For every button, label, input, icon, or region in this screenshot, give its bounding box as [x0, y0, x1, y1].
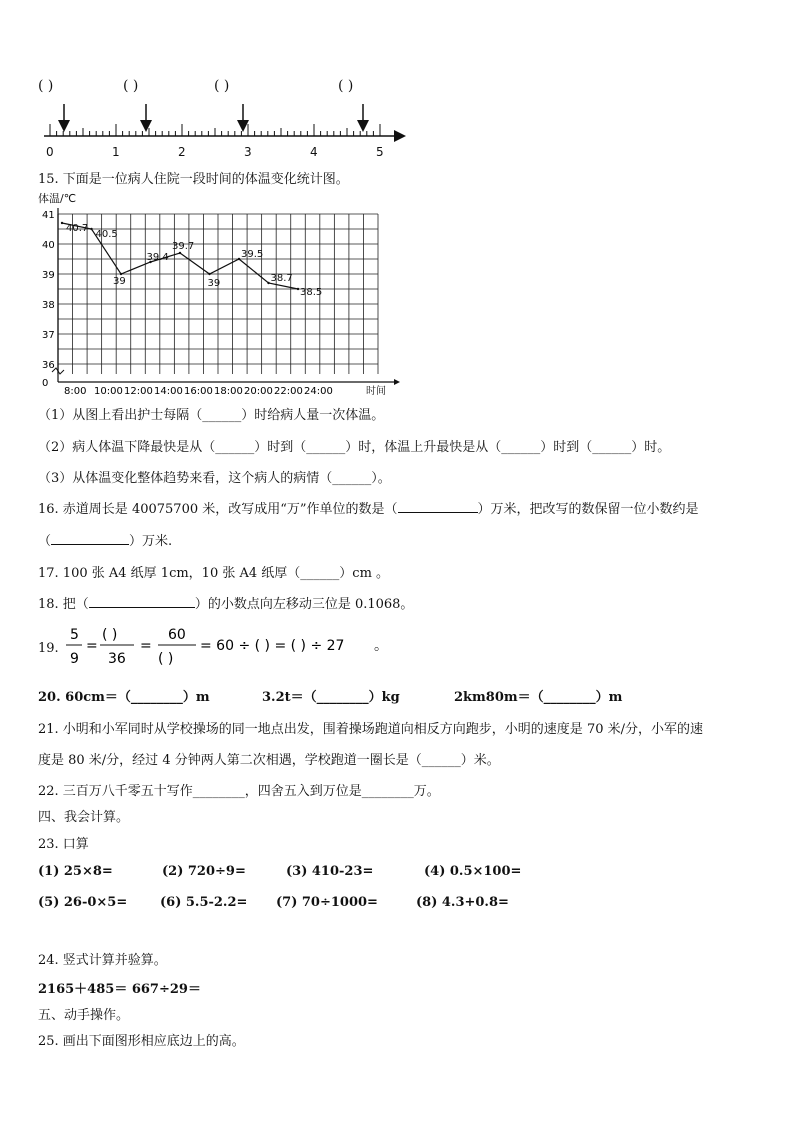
q20-b: 3.2t＝（________）kg	[262, 690, 400, 705]
q21-line1: 21. 小明和小军同时从学校操场的同一地点出发，围着操场跑道向相反方向跑步，小明的速度是 70 米/分，小军的速	[38, 722, 703, 737]
x-tick-label: 8:00	[64, 386, 87, 397]
q22-text: 22. 三百万八千零五十写作________，四舍五入到万位是________万。	[38, 784, 440, 799]
data-label: 40.7	[66, 223, 89, 234]
svg-text:( ): ( )	[102, 627, 118, 643]
q23-title: 23. 口算	[38, 837, 89, 852]
q16-line2: （ ）万米.	[38, 534, 173, 549]
svg-text:。: 。	[374, 638, 388, 654]
q20-c: 2km80m＝（________）m	[454, 690, 623, 705]
q24-exprs: 2165＋485＝ 667÷29＝	[38, 982, 201, 997]
data-label: 39.4	[146, 252, 169, 263]
numberline-tick-label: 5	[376, 145, 384, 159]
q16-blank-2[interactable]	[51, 532, 129, 545]
data-point	[208, 273, 210, 275]
q15-sub1: （1）从图上看出护士每隔（______）时给病人量一次体温。	[38, 408, 385, 423]
q23-item-2: (2) 720÷9=	[162, 864, 246, 879]
data-point	[267, 282, 269, 284]
y-tick-label: 36	[42, 360, 55, 371]
q23-item-4: (4) 0.5×100=	[424, 864, 522, 879]
svg-text:60: 60	[168, 627, 186, 643]
x-tick-label: 14:00	[154, 386, 183, 397]
x-tick-label: 18:00	[214, 386, 243, 397]
q23-item-1: (1) 25×8=	[38, 864, 113, 879]
y-tick-label: 41	[42, 210, 55, 221]
q23-item-7: (7) 70÷1000=	[276, 895, 378, 910]
q23-item-6: (6) 5.5-2.2=	[160, 895, 248, 910]
numberline-paren-2: ( )	[123, 78, 139, 94]
data-point	[297, 288, 299, 290]
x-tick-label: 24:00	[304, 386, 333, 397]
data-label: 38.7	[270, 273, 293, 284]
q23-item-3: (3) 410-23=	[286, 864, 374, 879]
y-tick-label: 37	[42, 330, 55, 341]
numberline-tick-label: 2	[178, 145, 186, 159]
x-tick-label: 10:00	[94, 386, 123, 397]
q17-text: 17. 100 张 A4 纸厚 1cm，10 张 A4 纸厚（______）cm 。	[38, 566, 390, 581]
data-label: 39	[207, 278, 221, 289]
data-label: 39	[113, 276, 126, 287]
y-tick-label: 38	[42, 300, 55, 311]
data-point	[90, 228, 92, 230]
number-line	[38, 100, 408, 162]
svg-text:( ): ( )	[158, 651, 174, 667]
numberline-paren-1: ( )	[38, 78, 54, 94]
y-tick-label: 39	[42, 270, 55, 281]
svg-text:36: 36	[108, 651, 126, 667]
svg-text:5: 5	[70, 627, 79, 643]
svg-text:=: =	[140, 638, 152, 654]
svg-text:9: 9	[70, 651, 79, 667]
numberline-tick-label: 3	[244, 145, 252, 159]
x-tick-label: 20:00	[244, 386, 273, 397]
q23-item-8: (8) 4.3+0.8=	[416, 895, 509, 910]
y-tick-label: 0	[42, 378, 49, 389]
numberline-paren-4: ( )	[338, 78, 354, 94]
q24-title: 24. 竖式计算并验算。	[38, 953, 167, 968]
q25-text: 25. 画出下面图形相应底边上的高。	[38, 1034, 245, 1049]
q19-num: 19.	[38, 641, 59, 656]
q16-blank-1[interactable]	[398, 500, 478, 513]
svg-text:= 60 ÷ ( ) = ( ): = 60 ÷ ( ) = ( ) ÷ 27	[200, 638, 345, 654]
numberline-tick-label: 0	[46, 145, 54, 159]
numberline-tick-label: 1	[112, 145, 120, 159]
q18-blank[interactable]	[89, 595, 195, 608]
temperature-chart	[36, 188, 406, 398]
q15-sub3: （3）从体温变化整体趋势来看，这个病人的病情（______）。	[38, 471, 391, 486]
q15-sub2: （2）病人体温下降最快是从（______）时到（______）时，体温上升最快是从（______）时到（______）时。	[38, 440, 671, 455]
q20-a: 20. 60cm＝（________）m	[38, 690, 210, 705]
section-5-heading: 五、动手操作。	[38, 1008, 130, 1023]
numberline-tick-label: 4	[310, 145, 318, 159]
section-4-heading: 四、我会计算。	[38, 810, 130, 825]
q16-line1: 16. 赤道周长是 40075700 米，改写成用“万”作单位的数是（ ）万米，把改写的数保留一位小数约是	[38, 502, 699, 517]
x-tick-label: 16:00	[184, 386, 213, 397]
svg-text:=: =	[86, 638, 98, 654]
data-point	[120, 273, 122, 275]
q18-text: 18. 把（ ）的小数点向左移动三位是 0.1068。	[38, 597, 414, 612]
data-label: 40.5	[95, 229, 118, 240]
y-tick-label: 40	[42, 240, 55, 251]
numberline-paren-3: ( )	[214, 78, 230, 94]
q19-fractions	[64, 622, 404, 672]
data-label: 38.5	[300, 287, 323, 298]
x-tick-label: 12:00	[124, 386, 153, 397]
x-tick-label: 22:00	[274, 386, 303, 397]
data-label: 39.5	[241, 249, 264, 260]
data-point	[179, 252, 181, 254]
q23-item-5: (5) 26-0×5=	[38, 895, 128, 910]
q21-line2: 度是 80 米/分，经过 4 分钟两人第二次相遇，学校跑道一圈长是（______）米。	[38, 753, 500, 768]
chart-xlabel: 时间	[366, 386, 386, 397]
data-point	[238, 258, 240, 260]
data-label: 39.7	[172, 241, 195, 252]
data-point	[61, 222, 63, 224]
chart-ylabel: 体温/℃	[38, 192, 77, 205]
q15-title: 15. 下面是一位病人住院一段时间的体温变化统计图。	[38, 172, 349, 187]
x-axis-arrow	[394, 379, 400, 385]
